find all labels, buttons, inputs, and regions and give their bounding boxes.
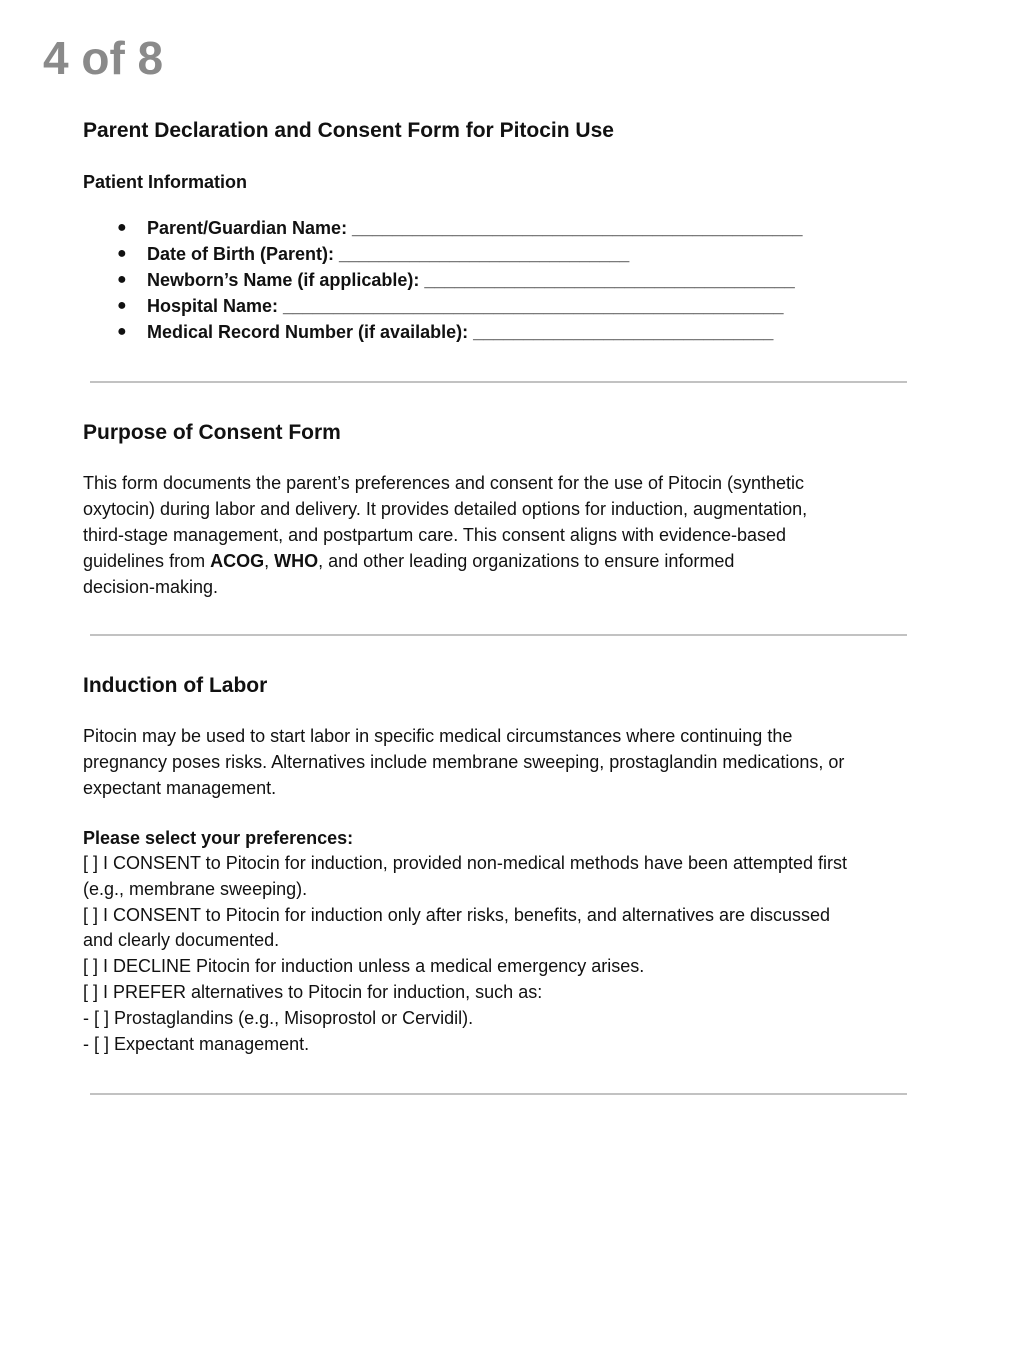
purpose-paragraph: [83, 470, 923, 600]
purpose-section: [83, 418, 923, 600]
preference-options: [83, 851, 923, 1057]
induction-paragraph: [83, 723, 923, 801]
purpose-line: third-stage management, and postpartum care. This consent aligns with evidence-based: [83, 525, 787, 545]
field-label: Date of Birth (Parent): _____________________________: [147, 244, 630, 264]
section-divider: [90, 634, 907, 636]
preference-option-line: [ ] I CONSENT to Pitocin for induction, provided non-medical methods have been attempted first: [83, 853, 848, 873]
induction-line: expectant management.: [83, 778, 277, 798]
preference-option-line: [ ] I DECLINE Pitocin for induction unless a medical emergency arises.: [83, 956, 645, 977]
patient-information-section: [83, 169, 923, 345]
org-who: WHO: [274, 551, 319, 571]
induction-heading: Induction of Labor: [83, 674, 268, 697]
purpose-line: This form documents the parent’s preferences and consent for the use of Pitocin (synthetic: [83, 473, 805, 493]
field-label: Parent/Guardian Name: _____________________________________________: [147, 218, 803, 238]
preference-option-line: (e.g., membrane sweeping).: [83, 878, 308, 899]
preference-option-line: and clearly documented.: [83, 930, 280, 951]
field-label: Hospital Name: __________________________________________________: [147, 296, 784, 316]
field-label: Newborn’s Name (if applicable): _____________________________________: [147, 270, 795, 290]
bullet-icon: ●: [117, 245, 127, 262]
purpose-text: , and other leading organizations to ensure informed: [318, 551, 735, 571]
purpose-text: guidelines from: [83, 551, 211, 571]
consent-form-document: [83, 116, 923, 1095]
field-hospital-name: [83, 293, 923, 319]
page-counter: 4 of 8: [43, 32, 164, 84]
form-title: Parent Declaration and Consent Form for Pitocin Use: [83, 119, 614, 142]
bullet-icon: ●: [117, 323, 127, 340]
patient-field-list: [83, 215, 923, 345]
section-divider: [90, 1093, 907, 1095]
patient-information-heading: Patient Information: [83, 172, 248, 192]
preference-option-line: - [ ] Expectant management.: [83, 1033, 310, 1054]
preference-option-line: [ ] I CONSENT to Pitocin for induction only after risks, benefits, and alternatives are discussed: [83, 904, 831, 925]
induction-section: [83, 671, 923, 1057]
preferences-heading: Please select your preferences:: [83, 828, 354, 848]
purpose-line: decision-making.: [83, 577, 219, 597]
field-date-of-birth: [83, 241, 923, 267]
bullet-icon: ●: [117, 271, 127, 288]
field-newborn-name: [83, 267, 923, 293]
section-divider: [90, 381, 907, 383]
purpose-heading: Purpose of Consent Form: [83, 421, 341, 444]
field-parent-guardian-name: [83, 215, 923, 241]
field-medical-record-number: [83, 319, 923, 345]
purpose-text: ,: [264, 551, 275, 571]
induction-line: pregnancy poses risks. Alternatives include membrane sweeping, prostaglandin medications, or: [83, 752, 845, 772]
induction-line: Pitocin may be used to start labor in specific medical circumstances where continuing the: [83, 726, 793, 746]
preference-option-line: - [ ] Prostaglandins (e.g., Misoprostol or Cervidil).: [83, 1007, 474, 1028]
field-label: Medical Record Number (if available): ______________________________: [147, 322, 774, 342]
bullet-icon: ●: [117, 297, 127, 314]
org-acog: ACOG: [210, 551, 265, 571]
preference-option-line: [ ] I PREFER alternatives to Pitocin for induction, such as:: [83, 981, 543, 1002]
bullet-icon: ●: [117, 219, 127, 236]
purpose-line: oxytocin) during labor and delivery. It provides detailed options for induction, augmentation,: [83, 499, 808, 519]
purpose-line: [83, 548, 923, 574]
